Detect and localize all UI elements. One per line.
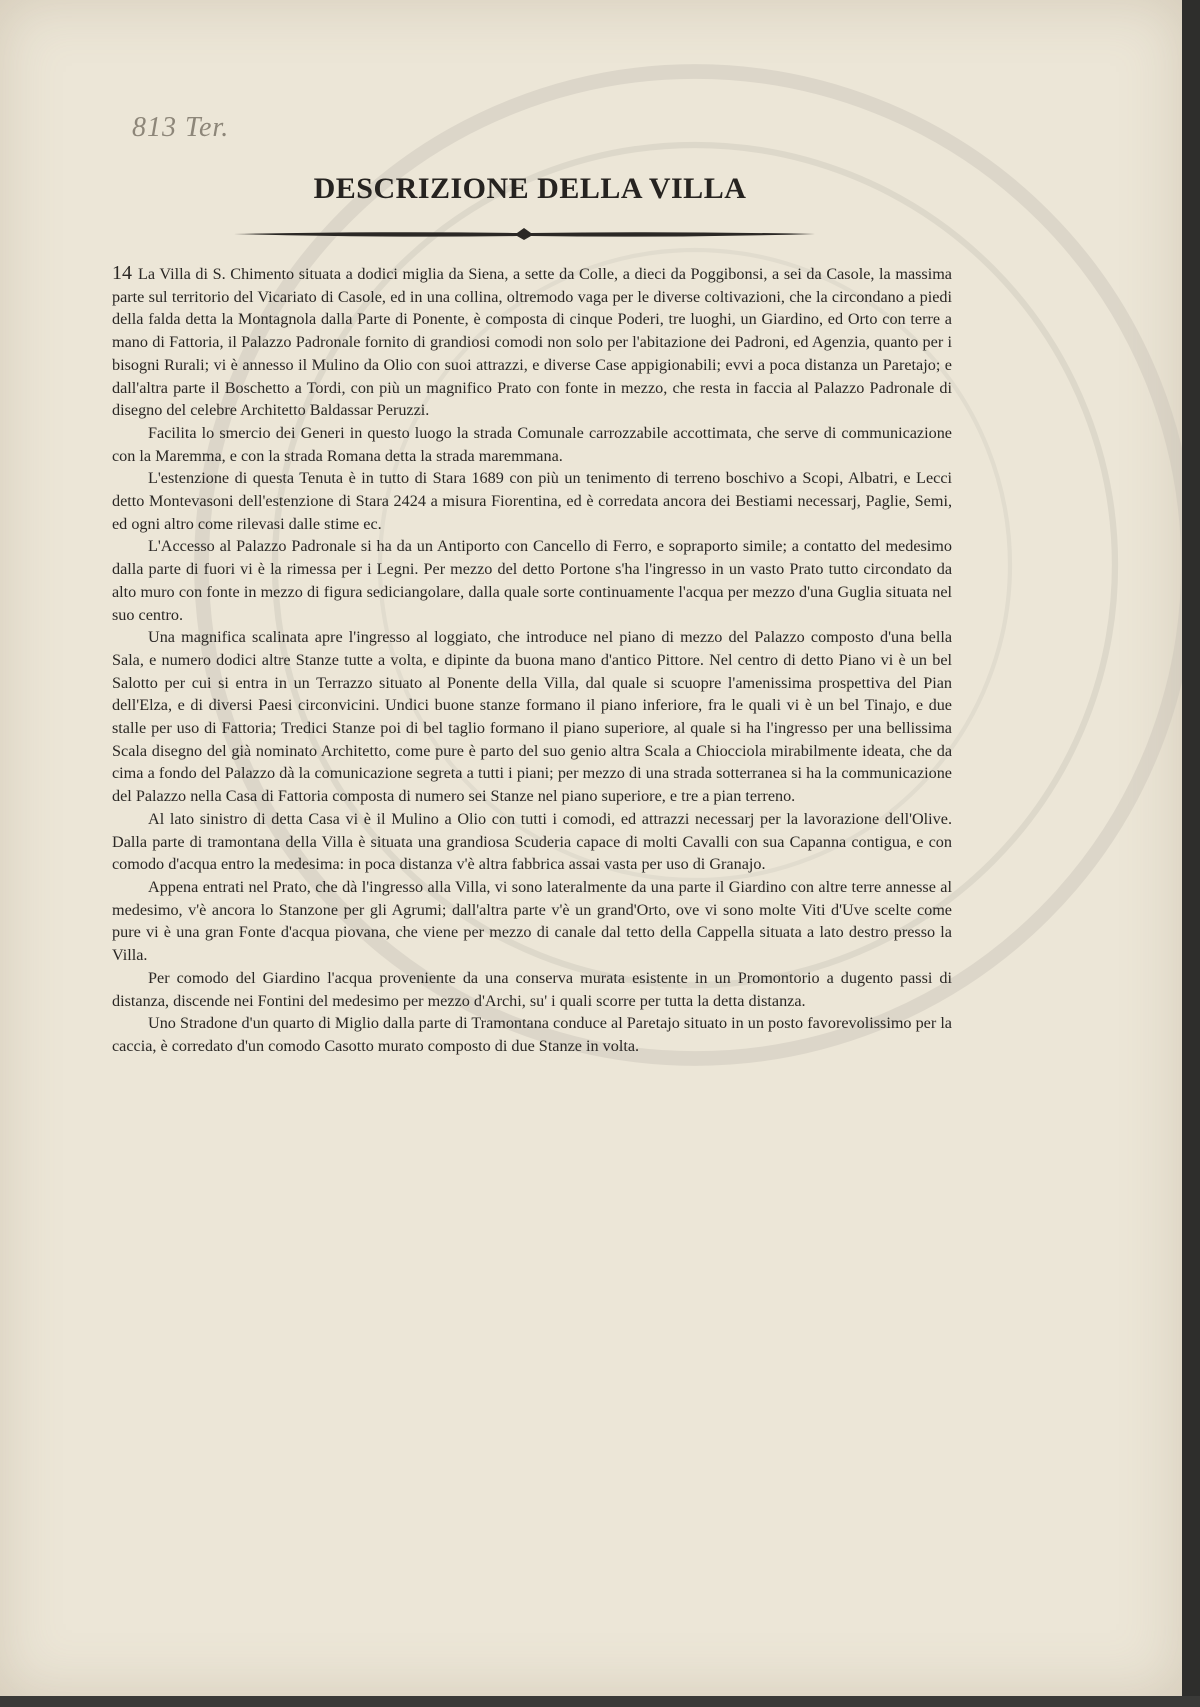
lot-number: 14 [112, 262, 132, 284]
paragraph-9: Uno Stradone d'un quarto di Miglio dalla parte di Tramontana conduce al Paretajo situato in un posto favorevolissimo per la caccia, è corredato d'un comodo Casotto murato composto di due Stanze in volta. [112, 1014, 952, 1055]
paragraph-8: Per comodo del Giardino l'acqua proveniente da una conserva murata esistente in un Promontorio a dugento passi di distanza, discende nei Fontini del medesimo per mezzo d'Archi, su' i quali scorre per tutta la detta distanza. [112, 968, 952, 1010]
paragraph-2: Facilita lo smercio dei Generi in questo luogo la strada Comunale carrozzabile accottimata, che serve di communicazione con la Maremma, e con la strada Romana detta la strada maremmana. [112, 423, 952, 465]
scan-background-right [1182, 0, 1200, 1707]
paragraph-1 [112, 262, 952, 422]
scan-background-bottom [0, 1696, 1200, 1707]
paragraph-5: Una magnifica scalinata apre l'ingresso al loggiato, che introduce nel piano di mezzo del Palazzo composto d'una bella Sala, e numero dodici altre Stanze tutte a volta, e dipinte da buona mano d'antico Pittore. Nel centro di detto Piano vi è un bel Salotto per cui si entra in un Terrazzo situato al Ponente della Villa, dal quale si scuopre l'amenissima prospettiva del Pian dell'Elza, e di diversi Paesi circonvicini. Undici buone stanze formano il piano inferiore, fra le quali vi è un bel Tinajo, e due stalle per uso di Fattoria; Tredici Stanze poi di bel taglio formano il piano superiore, al quale si ha l'ingresso per una bellissima Scala disegno del già nominato Architetto, come pure è parto del suo genio altra Scala a Chiocciola mirabilmente ideata, che da cima a fondo del Palazzo dà la comunicazione segreta a tutti i piani; per mezzo di una strada sotterranea si ha la communicazione del Palazzo nella Casa di Fattoria composta di numero sei Stanze nel piano superiore, e tre a pian terreno. [112, 628, 952, 806]
paragraph-7: Appena entrati nel Prato, che dà l'ingresso alla Villa, vi sono lateralmente da una parte il Giardino con altre terre annesse al medesimo, v'è ancora lo Stanzone per gli Agrumi; dall'altra parte v'è un grand'Orto, ove vi sono molte Viti d'Uve scelte come pure vi è una gran Fonte d'acqua piovana, che viene per mezzo di canale dal tetto della Cappella situata a lato destro presso la Villa. [112, 877, 952, 965]
document-title: DESCRIZIONE DELLA VILLA [313, 172, 747, 205]
shelfmark-annotation: 813 Ter. [132, 112, 230, 143]
paragraph-3: L'estenzione di questa Tenuta è in tutto di Stara 1689 con più un tenimento di terreno boschivo a Scopi, Albatri, e Lecci detto Montevasoni dell'estenzione di Stara 2424 a misura Fiorentina, ed è corredata ancora dei Bestiami necessarj, Paglie, Semi, ed ogni altro come rilevasi dalle stime ec. [112, 469, 952, 533]
paragraph-4: L'Accesso al Palazzo Padronale si ha da un Antiporto con Cancello di Ferro, e sopraporto simile; a contatto del medesimo dalla parte di fuori vi è la rimessa per i Legni. Per mezzo del detto Portone s'ha l'ingresso in un vasto Prato tutto circondato da alto muro con fonte in mezzo di figura sediciangolare, dalla quale sorte continuamente l'acqua per mezzo d'una Guglia situata nel suo centro. [112, 537, 952, 624]
paragraph-6: Al lato sinistro di detta Casa vi è il Mulino a Olio con tutti i comodi, ed attrazzi necessarj per la lavorazione dell'Olive. Dalla parte di tramontana della Villa è situata una grandiosa Scuderia capace di molti Cavalli con sua Capanna contigua, e con comodo d'acqua entro la medesima: in poca distanza v'è altra fabbrica assai vasta per uso di Granajo. [112, 809, 952, 874]
title-ornamental-rule [232, 224, 817, 244]
paragraph-1-text: La Villa di S. Chimento situata a dodici miglia da Siena, a sette da Colle, a dieci da Poggibonsi, a sei da Casole, la massima parte sul territorio del Vicariato di Casole, ed in una collina, oltremodo vaga per le diverse coltivazioni, che la circondano a piedi della falda detta la Montagnola dalla Parte di Ponente, è composta di cinque Poderi, tre luoghi, un Giardino, ed Orto con terre a mano di Fattoria, il Palazzo Padronale fornito di grandiosi comodi non solo per l'abitazione dei Padroni, ed Agenzia, quanto per i bisogni Rurali; vi è annesso il Mulino da Olio con suoi attrazzi, e diverse Case appigionabili; evvi a poca distanza un Paretajo; e dall'altra parte il Boschetto a Tordi, con più un magnifico Prato con fonte in mezzo, che resta in faccia al Palazzo Padronale di disegno del celebre Architetto Baldassar Peruzzi. [112, 265, 952, 420]
description-body [112, 262, 952, 1058]
